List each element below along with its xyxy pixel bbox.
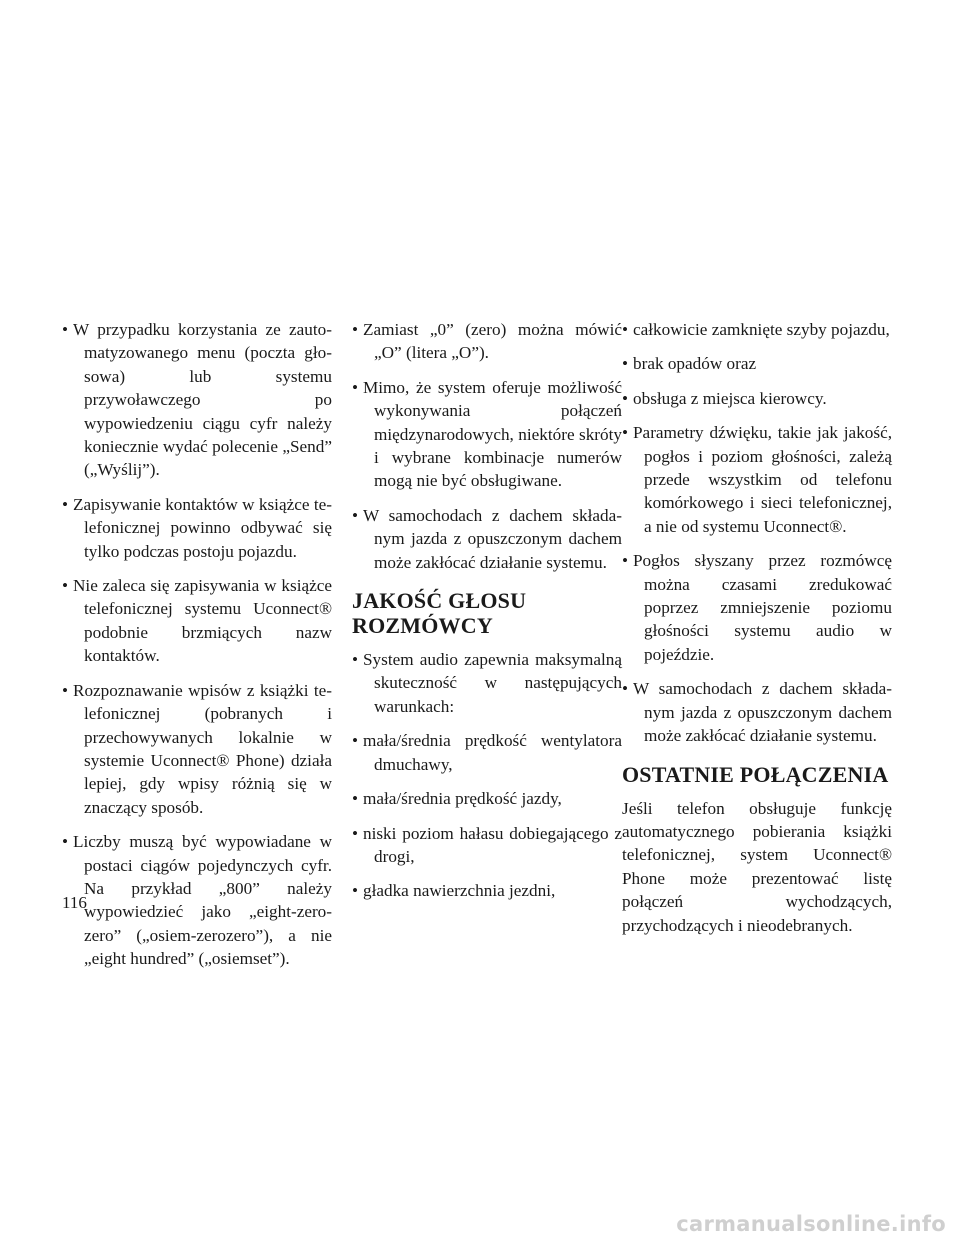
list-item: • niski poziom hałasu dobiegającego z drogi, — [352, 822, 622, 869]
list-item: • obsługa z miejsca kierowcy. — [622, 387, 892, 410]
column-right — [622, 318, 892, 937]
section-heading-recent-calls: OSTATNIE POŁĄCZENIA — [622, 761, 889, 787]
list-item: • W przypadku korzystania ze zautomatyzowanego menu (poczta głosowa) lub systemu przywoławczego po wypowiedzeniu ciągu cyfr należy koniecznie wydać polecenie „Send” („Wyślij”). — [62, 318, 332, 482]
paragraph: Jeśli telefon obsługuje funkcję automatycznego pobierania książki telefonicznej, system Uconnect® Phone może prezentować listę połączeń wychodzących, przychodzących i nieodebranych. — [622, 798, 892, 935]
section-heading-voice-quality: JAKOŚĆ GŁOSU ROZMÓWCY — [352, 588, 527, 639]
list-item: • mała/średnia prędkość jazdy, — [352, 787, 622, 810]
list-item: • gładka nawierzchnia jezdni, — [352, 879, 622, 902]
bullet-list — [352, 318, 622, 574]
list-item: • Pogłos słyszany przez rozmówcę można czasami zredukować poprzez zmniejszenie poziomu głośności systemu audio w pojeździe. — [622, 549, 892, 666]
list-item: • Mimo, że system oferuje możliwość wykonywania połączeń międzynarodowych, niektóre skróty i wybrane kombinacje numerów mogą nie być obsługiwane. — [352, 376, 622, 493]
list-item: • brak opadów oraz — [622, 352, 892, 375]
bullet-list — [62, 318, 332, 971]
list-item: • System audio zapewnia maksymalną skuteczność w następujących warunkach: — [352, 648, 622, 718]
list-item: • W samochodach z dachem składanym jazda z opuszczonym dachem może zakłócać działanie systemu. — [352, 504, 622, 574]
list-item: • Rozpoznawanie wpisów z książki telefonicznej (pobranych i przechowywanych lokalnie w systemie Uconnect® Phone) działa lepiej, gdy wpisy różnią się w znaczący sposób. — [62, 679, 332, 819]
list-item: • Nie zaleca się zapisywania w książce telefonicznej systemu Uconnect® podobnie brzmiących nazw kontaktów. — [62, 574, 332, 668]
list-item: • mała/średnia prędkość wentylatora dmuchawy, — [352, 729, 622, 776]
bullet-list — [622, 318, 892, 748]
bullet-list — [352, 648, 622, 903]
column-middle — [352, 318, 622, 914]
column-left — [62, 318, 332, 982]
watermark: carmanualsonline.info — [676, 1212, 946, 1236]
list-item: • W samochodach z dachem składanym jazda z opuszczonym dachem może zakłócać działanie systemu. — [622, 677, 892, 747]
list-item: • całkowicie zamknięte szyby pojazdu, — [622, 318, 892, 341]
list-item: • Parametry dźwięku, takie jak jakość, pogłos i poziom głośności, zależą przede wszystkim od telefonu komórkowego i sieci telefonicznej, a nie od systemu Uconnect®. — [622, 421, 892, 538]
list-item: • Zamiast „0” (zero) można mówić „O” (litera „O”). — [352, 318, 622, 365]
list-item: • Zapisywanie kontaktów w książce telefonicznej powinno odbywać się tylko podczas postoju pojazdu. — [62, 493, 332, 563]
list-item: • Liczby muszą być wypowiadane w postaci ciągów pojedynczych cyfr. Na przykład „800” należy wypowiedzieć jako „eight-zero-zero” („osiem-zerozero”), a nie „eight hundred” („osiemset”). — [62, 830, 332, 970]
page-number: 116 — [62, 893, 87, 912]
